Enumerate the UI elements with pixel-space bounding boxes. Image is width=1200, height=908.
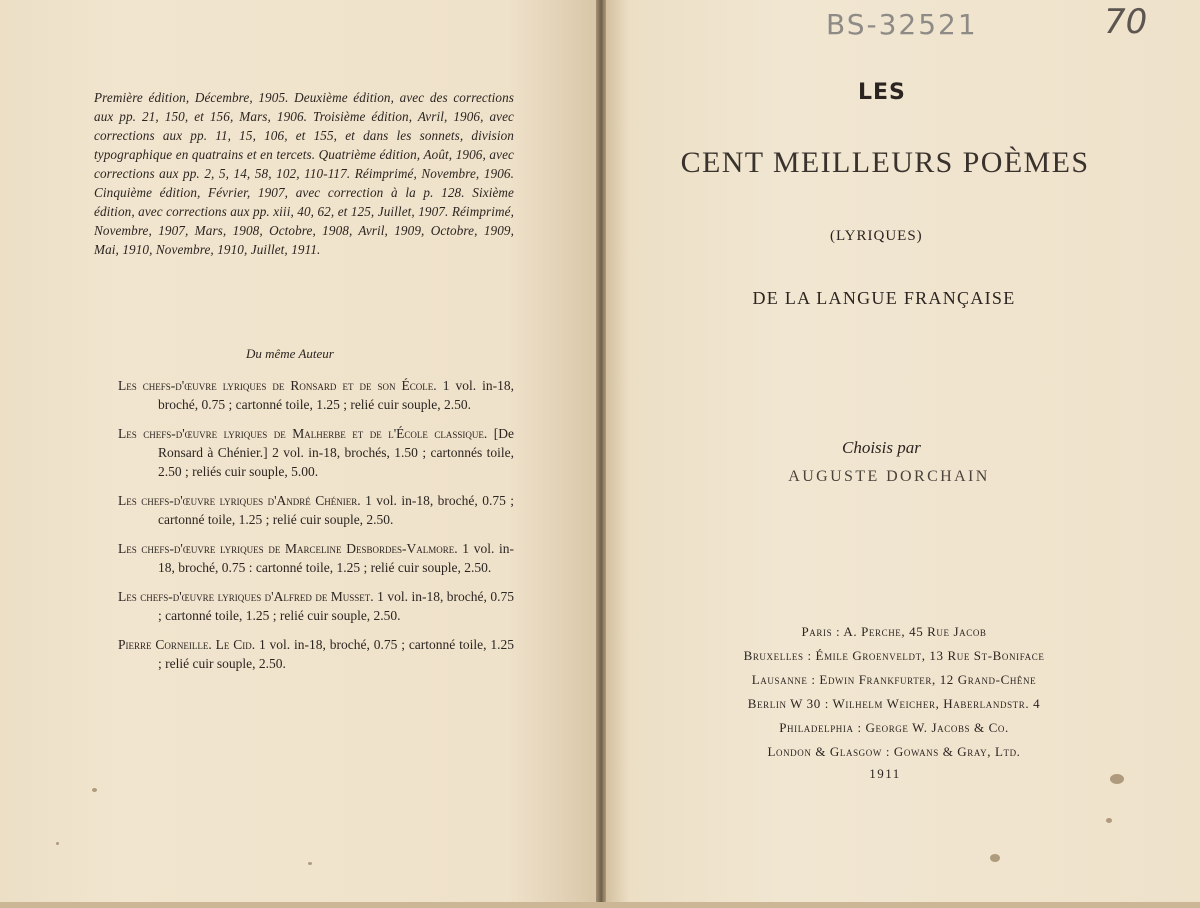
book-subtitle: (LYRIQUES): [830, 228, 923, 244]
foxing-spot: [1106, 818, 1112, 823]
work-detail: 1 vol. in-18, broché, 0.75 ; cartonné toile, 1.25 ; relié cuir souple, 2.50.: [158, 378, 514, 412]
author-name: AUGUSTE DORCHAIN: [788, 468, 990, 485]
work-title: Les chefs-d'œuvre lyriques d'André Chénier.: [118, 493, 361, 508]
author-works-heading: Du même Auteur: [246, 346, 334, 361]
publisher-line-berlin: Berlin W 30 : Wilhelm Weicher, Haberlandstr. 4: [747, 696, 1041, 711]
foxing-spot: [308, 862, 312, 865]
publication-year: 1911: [869, 766, 901, 781]
work-title: Les chefs-d'œuvre lyriques d'Alfred de Musset.: [118, 589, 374, 604]
work-title: Les chefs-d'œuvre lyriques de Marceline Desbordes-Valmore.: [118, 541, 458, 556]
foxing-spot: [990, 854, 1000, 862]
work-detail: 1 vol. in-18, broché, 0.75 ; cartonné toile, 1.25 ; relié cuir souple, 2.50.: [158, 637, 514, 671]
work-entry-malherbe: [118, 424, 514, 481]
handwritten-page-number: 70: [1104, 2, 1148, 42]
work-entry-musset: [118, 587, 514, 625]
work-entry-ronsard: [118, 376, 514, 414]
book-title: CENT MEILLEURS POÈMES: [680, 146, 1090, 179]
work-detail: 1 vol. in-18, broché, 0.75 : cartonné toile, 1.25 ; relié cuir souple, 2.50.: [158, 541, 515, 575]
publishers-list: [664, 620, 1124, 764]
publisher-line-philadelphia: Philadelphia : George W. Jacobs & Co.: [779, 720, 1009, 735]
publisher-line-bruxelles: Bruxelles : Émile Groenveldt, 13 Rue St-Boniface: [743, 648, 1045, 663]
publisher-line-lausanne: Lausanne : Edwin Frankfurter, 12 Grand-Chêne: [751, 672, 1037, 687]
works-list: [118, 376, 514, 683]
work-entry-desbordes-valmore: [118, 539, 514, 577]
work-detail: [De Ronsard à Chénier.] 2 vol. in-18, brochés, 1.50 ; cartonnés toile, 2.50 ; reliés cuir souple, 5.00.: [158, 426, 514, 479]
edition-history-note: Première édition, Décembre, 1905. Deuxième édition, avec des corrections aux pp. 21, 150, et 156, Mars, 1906. Troisième édition, Avril, 1906, avec corrections aux pp. 11, 15, 106, et 155, et dans les sonnets, division typographique en quatrains et en tercets. Quatrième édition, Août, 1906, avec corrections aux pp. 2, 5, 14, 58, 102, 110-117. Réimprimé, Novembre, 1906. Cinquième édition, Février, 1907, avec correction à la p. 128. Sixième édition, avec corrections aux pp. xiii, 40, 62, et 125, Juillet, 1907. Réimprimé, Novembre, 1907, Mars, 1908, Octobre, 1908, Avril, 1909, Octobre, 1909, Mai, 1910, Novembre, 1910, Juillet, 1911.: [94, 90, 514, 257]
chosen-by-label: Choisis par: [842, 438, 921, 457]
page-bottom-edge: [0, 902, 1200, 908]
publisher-line-london: London & Glasgow : Gowans & Gray, Ltd.: [767, 744, 1021, 759]
work-entry-corneille: [118, 635, 514, 673]
pencil-shelfmark: BS-32521: [826, 8, 978, 41]
title-les: LES: [858, 80, 906, 105]
foxing-spot: [92, 788, 97, 792]
foxing-spot: [1110, 774, 1124, 784]
work-title: Les chefs-d'œuvre lyriques de Ronsard et de son École.: [118, 378, 437, 393]
work-detail: 1 vol. in-18, broché, 0.75 ; cartonné toile, 1.25 ; relié cuir souple, 2.50.: [158, 589, 514, 623]
work-detail: 1 vol. in-18, broché, 0.75 ; cartonné toile, 1.25 ; relié cuir souple, 2.50.: [158, 493, 515, 527]
left-page: [0, 0, 598, 908]
foxing-spot: [56, 842, 59, 845]
publisher-line-paris: Paris : A. Perche, 45 Rue Jacob: [801, 624, 987, 639]
work-entry-chenier: [118, 491, 514, 529]
work-title: Pierre Corneille. Le Cid.: [118, 637, 256, 652]
book-title-language: DE LA LANGUE FRANÇAISE: [752, 288, 1016, 308]
work-title: Les chefs-d'œuvre lyriques de Malherbe et de l'École classique.: [118, 426, 488, 441]
